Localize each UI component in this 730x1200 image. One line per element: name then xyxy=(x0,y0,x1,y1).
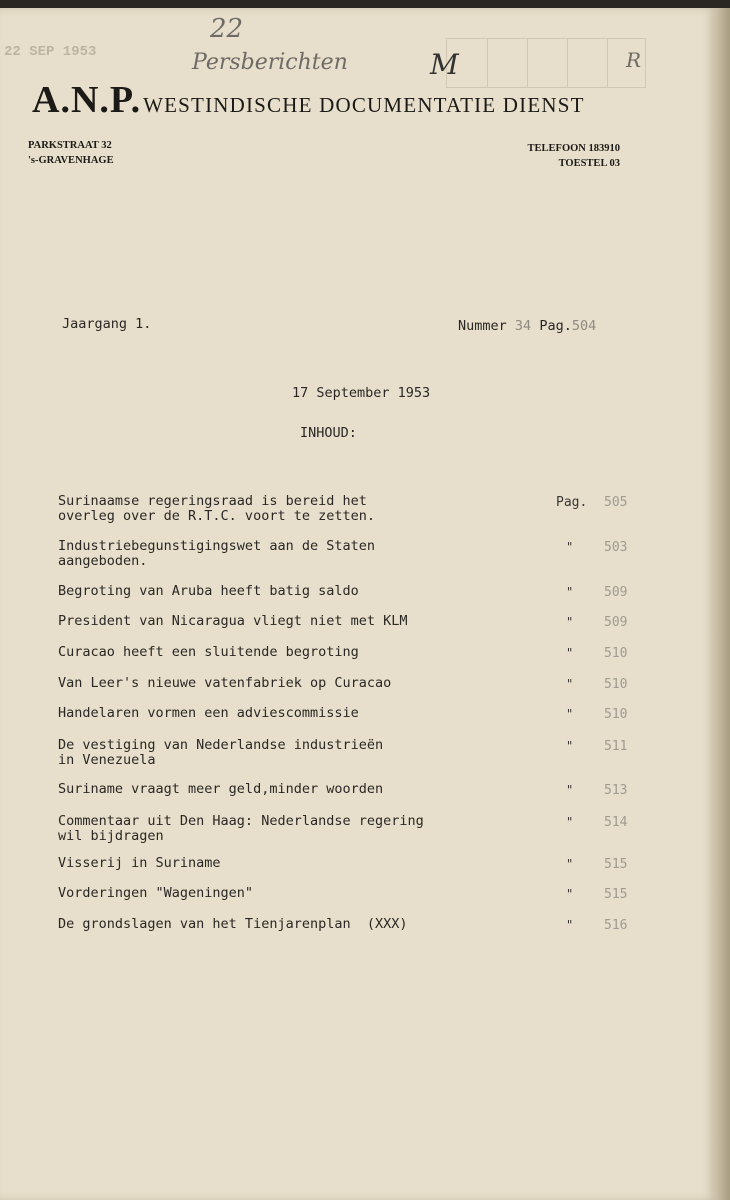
toc-entry-page: 510 xyxy=(604,677,628,692)
toc-entry-title: Visserij in Suriname xyxy=(58,855,221,871)
toc-entry-ditto: " xyxy=(566,857,574,871)
document-page xyxy=(0,8,716,1200)
toc-entry-ditto: " xyxy=(566,815,574,829)
toc-entry-page: 514 xyxy=(604,815,628,830)
toc-entry-title: Curacao heeft een sluitende begroting xyxy=(58,644,359,660)
volume-label: Jaargang 1. xyxy=(62,316,152,332)
contents-heading: INHOUD: xyxy=(300,425,357,441)
toc-entry-ditto: " xyxy=(566,646,574,660)
handwritten-category: Persberichten xyxy=(192,50,348,75)
org-name: WESTINDISCHE DOCUMENTATIE DIENST xyxy=(143,93,585,117)
address-street: PARKSTRAAT 32 xyxy=(28,140,112,151)
toc-entry-page: 510 xyxy=(604,707,628,722)
toc-entry-title: Commentaar uit Den Haag: Nederlandse regering wil bijdragen xyxy=(58,813,424,844)
page-value: 504 xyxy=(571,318,597,334)
toc-entry-ditto: " xyxy=(566,783,574,797)
toc-entry-title: Surinaamse regeringsraad is bereid het overleg over de R.T.C. voort te zetten. xyxy=(58,493,375,524)
org-logo: A.N.P. xyxy=(32,79,142,121)
page-edge xyxy=(714,8,730,1200)
issue-value: 34 xyxy=(514,318,532,334)
toc-entry-title: Begroting van Aruba heeft batig saldo xyxy=(58,583,359,599)
toc-entry-page: 509 xyxy=(604,585,628,600)
toc-entry-page: 515 xyxy=(604,857,628,872)
phone-extension: TOESTEL 03 xyxy=(558,158,620,169)
address-city: 's-GRAVENHAGE xyxy=(28,155,114,166)
toc-entry-title: De grondslagen van het Tienjarenplan (XXX) xyxy=(58,916,408,932)
toc-entry-title: Vorderingen "Wageningen" xyxy=(58,885,254,901)
address-block xyxy=(28,138,114,168)
toc-entry-page: 503 xyxy=(604,540,628,555)
toc-entry-ditto: " xyxy=(566,585,574,599)
toc-entry-page: 513 xyxy=(604,783,628,798)
phone-number: TELEFOON 183910 xyxy=(527,143,620,154)
toc-entry-page: 509 xyxy=(604,615,628,630)
letterhead xyxy=(32,78,585,122)
toc-entry-ditto: " xyxy=(566,739,574,753)
document-date: 17 September 1953 xyxy=(292,385,431,401)
toc-entry-ditto: Pag. xyxy=(556,495,588,510)
toc-entry-ditto: " xyxy=(566,887,574,901)
handwritten-letter: R xyxy=(626,48,642,72)
toc-entry-title: Suriname vraagt meer geld,minder woorden xyxy=(58,781,384,797)
toc-entry-title: President van Nicaragua vliegt niet met KLM xyxy=(58,613,408,629)
toc-entry-ditto: " xyxy=(566,707,574,721)
toc-entry-page: 505 xyxy=(604,495,628,510)
toc-entry-page: 515 xyxy=(604,887,628,902)
toc-entry-ditto: " xyxy=(566,677,574,691)
toc-entry-page: 511 xyxy=(604,739,628,754)
toc-entry-title: De vestiging van Nederlandse industrieën in Venezuela xyxy=(58,737,384,768)
handwritten-mark: M xyxy=(430,48,459,81)
toc-entry-ditto: " xyxy=(566,615,574,629)
toc-entry-title: Van Leer's nieuwe vatenfabriek op Curacao xyxy=(58,675,392,691)
issue-label: Nummer xyxy=(458,318,507,334)
toc-entry-ditto: " xyxy=(566,540,574,554)
toc-entry-title: Handelaren vormen een adviescommissie xyxy=(58,705,359,721)
phone-block xyxy=(525,141,620,171)
handwritten-number: 22 xyxy=(210,14,244,44)
toc-entry-title: Industriebegunstigingswet aan de Staten aangeboden. xyxy=(58,538,375,569)
issue-number xyxy=(458,318,596,334)
toc-entry-ditto: " xyxy=(566,918,574,932)
page-label: Pag. xyxy=(539,318,572,334)
toc-entry-page: 510 xyxy=(604,646,628,661)
toc-entry-page: 516 xyxy=(604,918,628,933)
date-stamp: 22 SEP 1953 xyxy=(4,44,97,60)
